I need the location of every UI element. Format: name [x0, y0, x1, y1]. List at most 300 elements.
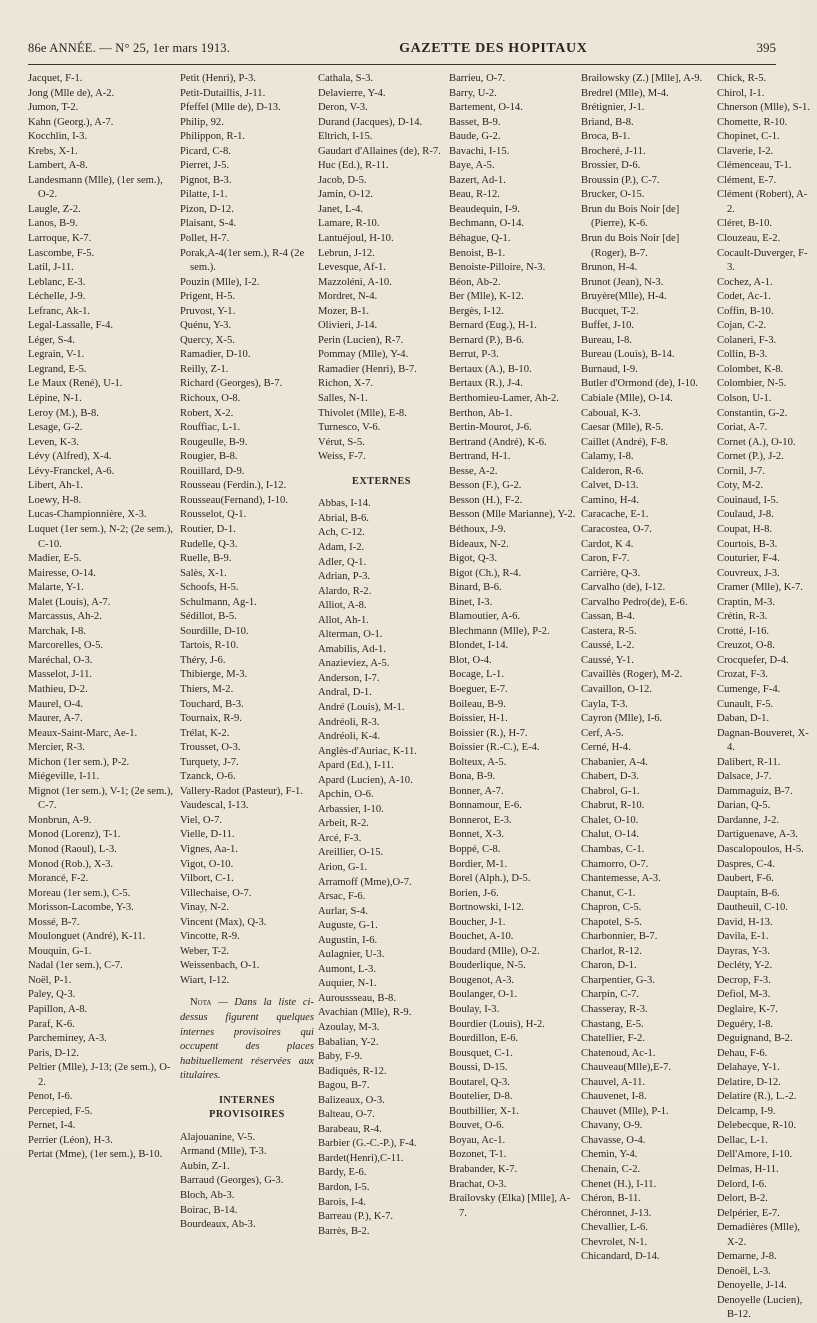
- list-entry: Béon, Ab-2.: [449, 276, 501, 288]
- list-entry: Deron, V-3.: [318, 102, 368, 114]
- list-entry: Vincent (Max), Q-3.: [180, 916, 267, 928]
- list-entry: Cayla, T-3.: [581, 698, 628, 710]
- list-entry: Bonnerot, E-3.: [449, 814, 512, 826]
- list-entry: Chambas, C-1.: [581, 843, 645, 855]
- list-entry: Monod (Lorenz), T-1.: [28, 829, 121, 841]
- list-entry: Latil, J-11.: [28, 262, 74, 274]
- list-entry: Prigent, H-5.: [180, 291, 236, 303]
- list-entry: Bertaux (A.), B-10.: [449, 363, 532, 375]
- list-entry: Caussé, Y-1.: [581, 654, 634, 666]
- list-entry: Plaisant, S-4.: [180, 218, 237, 230]
- list-entry: Cornil, J-7.: [717, 465, 765, 477]
- list-entry: Morisson-Lacombe, Y-3.: [28, 902, 134, 914]
- list-entry: Boutarel, Q-3.: [449, 1076, 510, 1088]
- list-entry: Brunon, H-4.: [581, 262, 638, 274]
- list-entry: Barrès, B-2.: [318, 1225, 370, 1237]
- list-entry: Broussin (P.), C-7.: [581, 174, 660, 186]
- list-entry: Bloch, Ab-3.: [180, 1190, 235, 1202]
- list-entry: Charpentier, G-3.: [581, 974, 656, 986]
- page-header: [28, 40, 776, 62]
- list-entry: Borien, J-6.: [449, 887, 499, 899]
- column-1: [28, 72, 180, 1323]
- list-entry: Vallery-Radot (Pasteur), F-1.: [180, 785, 303, 797]
- list-entry: Jacquet, F-1.: [28, 73, 83, 84]
- list-entry: Bureau, I-8.: [581, 334, 632, 346]
- list-entry: Bucquet, T-2.: [581, 305, 639, 317]
- list-entry: Arcé, F-3.: [318, 832, 362, 844]
- list-entry: Rouffiac, L-1.: [180, 422, 241, 434]
- list-entry: Bureau (Louis), B-14.: [581, 349, 675, 361]
- column-6: [717, 72, 817, 1323]
- list-entry: Coty, M-2.: [717, 480, 764, 492]
- list-entry: Robert, X-2.: [180, 407, 234, 419]
- list-entry: Barrieu, O-7.: [449, 73, 506, 84]
- column-4: [449, 72, 581, 1323]
- list-entry: Arbeit, R-2.: [318, 818, 369, 830]
- list-entry: Bona, B-9.: [449, 771, 496, 783]
- list-entry: Binet, I-3.: [449, 596, 493, 608]
- list-entry: Cunault, F-5.: [717, 698, 774, 710]
- list-entry: Pouzin (Mlle), I-2.: [180, 276, 260, 288]
- list-entry: Reilly, Z-1.: [180, 363, 229, 375]
- list-entry: Barraud (Georges), G-3.: [180, 1175, 284, 1187]
- list-entry: Schulmann, Ag-1.: [180, 596, 257, 608]
- list-entry: Apchin, O-6.: [318, 789, 374, 801]
- list-entry: Claverie, I-2.: [717, 145, 774, 157]
- list-entry: Badiqués, R-12.: [318, 1065, 387, 1077]
- list-entry: Boissier (R.), H-7.: [449, 727, 528, 739]
- list-entry: Bergès, I-12.: [449, 305, 504, 317]
- list-entry: Clément (Robert), A-2.: [717, 189, 808, 215]
- list-entry: Levesque, Af-1.: [318, 262, 386, 274]
- list-entry: Blot, O-4.: [449, 654, 492, 666]
- list-entry: Butler d'Ormond (de), I-10.: [581, 378, 698, 390]
- list-entry: Boileau, B-9.: [449, 698, 506, 710]
- list-entry: Weissenbach, O-1.: [180, 960, 260, 972]
- list-entry: Cayron (Mlle), I-6.: [581, 713, 663, 725]
- list-entry: Vilbort, C-1.: [180, 873, 234, 885]
- list-entry: Calvet, D-13.: [581, 480, 639, 492]
- list-entry: Chalet, O-10.: [581, 814, 639, 826]
- list-entry: Delmas, H-11.: [717, 1164, 779, 1176]
- list-entry: Pernet, I-4.: [28, 1120, 76, 1132]
- list-entry: Coffin, B-10.: [717, 305, 774, 317]
- list-entry: Krebs, X-1.: [28, 145, 78, 157]
- page-number: 395: [756, 40, 776, 55]
- list-entry: Dayras, Y-3.: [717, 945, 770, 957]
- list-entry: Bonnet, X-3.: [449, 829, 505, 841]
- list-entry: Chevallier, L-6.: [581, 1222, 648, 1234]
- list-entry: Kocchlin, I-3.: [28, 131, 88, 143]
- column-5: [581, 72, 717, 1323]
- list-entry: Dautheuil, C-10.: [717, 902, 788, 914]
- list-entry: Rougeulle, B-9.: [180, 436, 248, 448]
- list-entry: Moreau (1er sem.), C-5.: [28, 887, 131, 899]
- list-entry: Vaudescal, I-13.: [180, 800, 249, 812]
- list-entry: Peltier (Mlle), J-13; (2e sem.), O-2.: [28, 1062, 171, 1088]
- list-entry: Baude, G-2.: [449, 131, 501, 143]
- list-entry: Codet, Ac-1.: [717, 291, 771, 303]
- list-entry: Chatenoud, Ac-1.: [581, 1047, 656, 1059]
- list-entry: Couinaud, I-5.: [717, 494, 779, 506]
- list-entry: Paley, Q-3.: [28, 989, 76, 1001]
- list-entry: Bredrel (Mlle), M-4.: [581, 87, 669, 99]
- list-entry: Davila, E-1.: [717, 931, 769, 943]
- list-entry: Boudard (Mlle), O-2.: [449, 945, 540, 957]
- list-entry: Bartement, O-14.: [449, 102, 523, 114]
- list-entry: Vielle, D-11.: [180, 829, 235, 841]
- list-entry: Berthomieu-Lamer, Ah-2.: [449, 393, 559, 405]
- list-entry: Wiart, I-12.: [180, 974, 230, 986]
- column-3: [318, 72, 449, 1323]
- list-entry: Chevrolet, N-1.: [581, 1236, 648, 1248]
- list-entry: Vérut, S-5.: [318, 436, 365, 448]
- list-entry: Alardo, R-2.: [318, 585, 372, 597]
- list-entry: David, H-13.: [717, 916, 773, 928]
- list-entry: Olivieri, J-14.: [318, 320, 378, 332]
- list-entry: Meaux-Saint-Marc, Ae-1.: [28, 727, 138, 739]
- list-entry: Chastang, E-5.: [581, 1018, 644, 1030]
- list-entry: Burnaud, I-9.: [581, 363, 638, 375]
- list-entry: Cavaillon, O-12.: [581, 683, 652, 695]
- list-entry: Bougenot, A-3.: [449, 974, 515, 986]
- list-entry: Maurel, O-4.: [28, 698, 84, 710]
- list-entry: Béhague, Q-1.: [449, 233, 511, 245]
- list-entry: Bolteux, A-5.: [449, 756, 507, 768]
- list-entry: Brun du Bois Noir [de] (Roger), B-7.: [581, 233, 680, 259]
- list-entry: Gaudart d'Allaines (de), R-7.: [318, 145, 441, 157]
- list-entry: Colaneri, F-3.: [717, 334, 777, 346]
- list-entry: Brucker, O-15.: [581, 189, 645, 201]
- list-entry: Aurlar, S-4.: [318, 905, 368, 917]
- list-entry: Legrand, E-5.: [28, 363, 87, 375]
- list-entry: Pollet, H-7.: [180, 233, 230, 245]
- list-entry: Léchelle, J-9.: [28, 291, 86, 303]
- list-entry: Amabilis, Ad-1.: [318, 643, 386, 655]
- list-entry: Marcorelles, O-5.: [28, 640, 104, 652]
- list-entry: Durand (Jacques), D-14.: [318, 116, 423, 128]
- list-entry: Andral, D-1.: [318, 687, 372, 699]
- list-entry: Anglès-d'Auriac, K-11.: [318, 745, 417, 757]
- list-entry: Bernard (Eug.), H-1.: [449, 320, 537, 332]
- list-entry: Brossier, D-6.: [581, 160, 641, 172]
- list-entry: Aubin, Z-1.: [180, 1160, 230, 1172]
- list-entry: Clémenceau, T-1.: [717, 160, 792, 172]
- list-entry: Cochez, A-1.: [717, 276, 773, 288]
- list-entry: Bonner, A-7.: [449, 785, 504, 797]
- list-entry: Bordier, M-1.: [449, 858, 508, 870]
- list-entry: Dalsace, J-7.: [717, 771, 772, 783]
- list-entry: Binard, B-6.: [449, 582, 502, 594]
- list-entry: Chapron, C-5.: [581, 902, 642, 914]
- list-entry: Weber, T-2.: [180, 945, 230, 957]
- list-entry: Bouvet, O-6.: [449, 1120, 505, 1132]
- list-entry: Denoël, L-3.: [717, 1265, 771, 1277]
- list-entry: Auroussseau, B-8.: [318, 992, 396, 1004]
- list-entry: Barbier (G.-C.-P.), F-4.: [318, 1138, 417, 1150]
- list-entry: Cojan, C-2.: [717, 320, 767, 332]
- list-entry: Chauvel, A-11.: [581, 1076, 646, 1088]
- list-entry: Clément, E-7.: [717, 174, 777, 186]
- list-entry: Monod (Raoul), L-3.: [28, 843, 117, 855]
- list-entry: Mathieu, D-2.: [28, 683, 88, 695]
- list-entry: Morancé, F-2.: [28, 873, 89, 885]
- list-entry: Nadal (1er sem.), C-7.: [28, 960, 123, 972]
- list-entry: Blondet, I-14.: [449, 640, 509, 652]
- list-entry: Calderon, R-6.: [581, 465, 644, 477]
- list-entry: Dammaguiz, B-7.: [717, 785, 793, 797]
- list-entry: Eltrich, I-15.: [318, 131, 373, 143]
- list-entry: Ruelle, B-9.: [180, 553, 232, 565]
- list-entry: Chauvet (Mlle), P-1.: [581, 1105, 669, 1117]
- list-entry: Basset, B-9.: [449, 116, 501, 128]
- list-entry: Arbassier, I-10.: [318, 803, 384, 815]
- list-entry: Maurer, A-7.: [28, 713, 83, 725]
- list-entry: Lamare, R-10.: [318, 218, 380, 230]
- list-entry: Brétignier, J-1.: [581, 102, 645, 114]
- list-entry: Blechmann (Mlle), P-2.: [449, 625, 550, 637]
- list-entry: Lévy (Alfred), X-4.: [28, 451, 112, 463]
- list-entry: Daspres, C-4.: [717, 858, 775, 870]
- list-entry: Michon (1er sem.), P-2.: [28, 756, 130, 768]
- list-entry: Chicandard, D-14.: [581, 1251, 660, 1263]
- list-entry: Defiol, M-3.: [717, 989, 771, 1001]
- list-entry: Demadières (Mlle), X-2.: [717, 1222, 800, 1248]
- list-entry: Bideaux, N-2.: [449, 538, 509, 550]
- list-entry: Mairesse, O-14.: [28, 567, 96, 579]
- list-entry: Rouillard, D-9.: [180, 465, 245, 477]
- list-entry: Laugle, Z-2.: [28, 203, 81, 215]
- list-entry: Andréoli, R-3.: [318, 716, 380, 728]
- list-entry: Noël, P-1.: [28, 974, 72, 986]
- list-entry: Buffet, J-10.: [581, 320, 635, 332]
- list-entry: Colson, U-1.: [717, 393, 772, 405]
- list-entry: Deguignand, B-2.: [717, 1033, 793, 1045]
- list-entry: Pruvost, Y-1.: [180, 305, 236, 317]
- list-entry: Dagnan-Bouveret, X-4.: [717, 727, 809, 754]
- list-entry: Malet (Louis), A-7.: [28, 596, 111, 608]
- list-entry: Turnesco, V-6.: [318, 422, 381, 434]
- list-entry: Cocault-Duverger, F-3.: [717, 247, 808, 274]
- list-entry: Quercy, X-5.: [180, 334, 235, 346]
- list-entry: Darian, Q-5.: [717, 800, 771, 812]
- list-entry: Couturier, F-4.: [717, 553, 780, 565]
- list-entry: Pommay (Mlle), Y-4.: [318, 349, 409, 361]
- list-entry: Brunot (Jean), N-3.: [581, 276, 664, 288]
- list-entry: Béthoux, J-9.: [449, 523, 506, 535]
- list-entry: Leblanc, E-3.: [28, 276, 86, 288]
- list-entry: Caboual, K-3.: [581, 407, 641, 419]
- list-entry: Chabert, D-3.: [581, 771, 639, 783]
- list-entry: Malarte, Y-1.: [28, 582, 84, 594]
- list-entry: Thibierge, M-3.: [180, 669, 248, 681]
- list-entry: Larroque, K-7.: [28, 233, 92, 245]
- list-entry: Perrier (Léon), H-3.: [28, 1134, 113, 1146]
- list-entry: Marchak, I-8.: [28, 625, 86, 637]
- list-entry: Brailovsky (Elka) [Mlle], A-7.: [449, 1193, 571, 1219]
- list-entry: Delcamp, I-9.: [717, 1105, 776, 1117]
- list-entry: Vincotte, R-9.: [180, 931, 240, 943]
- journal-title: GAZETTE DES HOPITAUX: [399, 41, 588, 56]
- list-entry: Boulay, I-3.: [449, 1004, 500, 1015]
- list-entry: Bigot (Ch.), R-4.: [449, 567, 522, 579]
- list-entry: Pertat (Mme), (1er sem.), B-10.: [28, 1149, 163, 1161]
- list-entry: Borel (Alph.), D-5.: [449, 873, 531, 885]
- list-entry: Crozat, F-3.: [717, 669, 768, 681]
- list-entry: Cléret, B-10.: [717, 218, 773, 230]
- list-entry: Courtois, B-3.: [717, 538, 778, 550]
- list-entry: Touchard, B-3.: [180, 698, 244, 710]
- list-entry: Azoulay, M-3.: [318, 1022, 380, 1033]
- list-entry: Alajouanine, V-5.: [180, 1131, 256, 1143]
- list-entry: Charbonnier, B-7.: [581, 931, 658, 943]
- list-entry: Libert, Ah-1.: [28, 480, 84, 492]
- list-entry: Picard, C-8.: [180, 145, 231, 157]
- list-entry: Briand, B-8.: [581, 116, 634, 128]
- list-entry: Cathala, S-3.: [318, 73, 374, 84]
- list-entry: Benoist, B-1.: [449, 247, 506, 259]
- list-entry: Vignes, Aa-1.: [180, 843, 238, 855]
- list-entry: Chabrol, G-1.: [581, 785, 640, 797]
- list-entry: Brachat, O-3.: [449, 1178, 507, 1190]
- list-entry: Barabeau, R-4.: [318, 1123, 382, 1135]
- list-entry: Cardot, K 4.: [581, 538, 634, 550]
- list-entry: Kahn (Georg.), A-7.: [28, 116, 114, 128]
- column-2: [180, 72, 318, 1323]
- list-entry: Chnerson (Mlle), S-1.: [717, 102, 810, 114]
- list-entry: Lambert, A-8.: [28, 160, 88, 172]
- list-entry: André (Louis), M-1.: [318, 701, 405, 713]
- list-entry: Richon, X-7.: [318, 378, 374, 390]
- list-entry: Crocquefer, D-4.: [717, 654, 789, 666]
- list-entry: Daban, D-1.: [717, 713, 770, 725]
- nota-note: [180, 996, 314, 1083]
- list-entry: Chavasse, O-4.: [581, 1134, 646, 1146]
- list-entry: Brabander, K-7.: [449, 1164, 518, 1176]
- list-entry: Jamin, O-12.: [318, 189, 374, 201]
- list-entry: Bonnamour, E-6.: [449, 800, 522, 812]
- section-heading: EXTERNES: [352, 475, 411, 487]
- list-entry: Crotté, I-16.: [717, 625, 770, 637]
- list-entry: Routier, D-1.: [180, 523, 236, 535]
- list-entry: Salès, X-1.: [180, 567, 227, 579]
- list-entry: Petit-Dutaillis, J-11.: [180, 87, 266, 99]
- list-entry: Carvalho Pedro(de), E-6.: [581, 596, 688, 608]
- list-entry: Paraf, K-6.: [28, 1018, 75, 1030]
- list-entry: Daubert, F-6.: [717, 873, 774, 885]
- list-entry: Colombier, N-5.: [717, 378, 787, 390]
- list-entry: Bernard (P.), B-6.: [449, 334, 525, 346]
- list-entry: Coulaud, J-8.: [717, 509, 774, 521]
- list-entry: Paris, D-12.: [28, 1047, 79, 1059]
- list-entry: Adler, Q-1.: [318, 556, 367, 568]
- list-entry: Bousquet, C-1.: [449, 1047, 513, 1059]
- list-entry: Caussé, L-2.: [581, 640, 635, 652]
- list-entry: Monod (Rob.), X-3.: [28, 858, 114, 870]
- list-entry: Ramadier (Henri), B-7.: [318, 363, 417, 375]
- list-entry: Cabiale (Mlle), O-14.: [581, 393, 673, 405]
- list-entry: Dauptain, B-6.: [717, 887, 780, 899]
- list-entry: Bozonet, T-1.: [449, 1149, 507, 1161]
- list-entry: Calamy, I-8.: [581, 451, 634, 463]
- list-entry: Bagou, B-7.: [318, 1080, 370, 1092]
- list-entry: Chick, R-5.: [717, 73, 767, 84]
- list-entry: Caillet (André), F-8.: [581, 436, 669, 448]
- list-entry: Brailowsky (Z.) [Mlle], A-9.: [581, 73, 703, 84]
- list-entry: Chasseray, R-3.: [581, 1004, 648, 1015]
- list-entry: Delpérier, E-7.: [717, 1207, 780, 1219]
- list-entry: Bourdillon, E-6.: [449, 1033, 519, 1045]
- list-entry: Dascalopoulos, H-5.: [717, 843, 804, 855]
- list-entry: Boyau, Ac-1.: [449, 1134, 506, 1146]
- list-entry: Avachian (Mlle), R-9.: [318, 1007, 412, 1019]
- list-entry: Carrière, Q-3.: [581, 567, 641, 579]
- list-entry: Besson (Mlle Marianne), Y-2.: [449, 509, 576, 521]
- list-entry: Bechmann, O-14.: [449, 218, 525, 230]
- list-entry: Rudelle, Q-3.: [180, 538, 238, 550]
- list-entry: Baby, F-9.: [318, 1051, 363, 1063]
- list-entry: Leven, K-3.: [28, 436, 79, 448]
- list-entry: Vigot, O-10.: [180, 858, 234, 870]
- list-entry: Anazieviez, A-5.: [318, 658, 390, 670]
- list-entry: Balizeaux, O-3.: [318, 1094, 385, 1106]
- list-entry: Villechaise, O-7.: [180, 887, 252, 899]
- list-entry: Legal-Lassalle, F-4.: [28, 320, 114, 332]
- list-entry: Luquet (1er sem.), N-2; (2e sem.), C-10.: [28, 523, 174, 550]
- list-entry: Balteau, O-7.: [318, 1109, 375, 1121]
- list-entry: Bourdier (Louis), H-2.: [449, 1018, 545, 1030]
- list-entry: Cornet (A.), O-10.: [717, 436, 796, 448]
- list-entry: Lucas-Championnière, X-3.: [28, 509, 147, 521]
- list-entry: Apard (Ed.), I-11.: [318, 760, 394, 772]
- list-entry: Adam, I-2.: [318, 541, 365, 553]
- list-entry: Chatellier, F-2.: [581, 1033, 646, 1045]
- issue-info: 86e ANNÉE. — N° 25, 1er mars 1913.: [28, 41, 231, 55]
- list-entry: Sédillot, B-5.: [180, 611, 237, 623]
- list-entry: Clouzeau, E-2.: [717, 233, 781, 245]
- list-entry: Auquier, N-1.: [318, 978, 377, 990]
- list-entry: Besse, A-2.: [449, 465, 498, 477]
- list-entry: Augustin, I-6.: [318, 934, 378, 946]
- list-entry: Barry, U-2.: [449, 87, 497, 99]
- list-entry: Alliot, A-8.: [318, 600, 367, 612]
- list-entry: Denoyelle, J-14.: [717, 1280, 787, 1292]
- list-entry: Brun du Bois Noir [de] (Pierre), K-6.: [581, 203, 680, 230]
- list-entry: Arramoff (Mme),O-7.: [318, 876, 412, 888]
- list-entry: Aumont, L-3.: [318, 963, 376, 975]
- list-entry: Dalibert, R-11.: [717, 756, 781, 768]
- list-entry: Loewy, H-8.: [28, 494, 82, 506]
- list-entry: Beau, R-12.: [449, 189, 500, 201]
- list-entry: Lépine, N-1.: [28, 393, 82, 405]
- list-entry: Abbas, I-14.: [318, 498, 371, 510]
- list-entry: Bardet(Henri),C-11.: [318, 1152, 404, 1164]
- list-entry: Boutelier, D-8.: [449, 1091, 513, 1103]
- list-entry: Castera, R-5.: [581, 625, 637, 637]
- list-entry: Barreau (P.), K-7.: [318, 1211, 394, 1223]
- list-entry: Bardy, E-6.: [318, 1167, 367, 1179]
- list-entry: Ramadier, D-10.: [180, 349, 251, 361]
- list-entry: Chapotel, S-5.: [581, 916, 642, 928]
- list-entry: Cavaillès (Roger), M-2.: [581, 669, 683, 681]
- list-entry: Jacob, D-5.: [318, 174, 367, 186]
- list-entry: Brocheré, J-11.: [581, 145, 646, 157]
- list-entry: Bortnowski, I-12.: [449, 902, 525, 914]
- list-entry: Crétin, R-3.: [717, 611, 768, 623]
- list-entry: Parchemiпey, A-3.: [28, 1033, 107, 1045]
- list-entry: Chavany, O-9.: [581, 1120, 643, 1132]
- list-entry: Lascombe, F-5.: [28, 247, 95, 259]
